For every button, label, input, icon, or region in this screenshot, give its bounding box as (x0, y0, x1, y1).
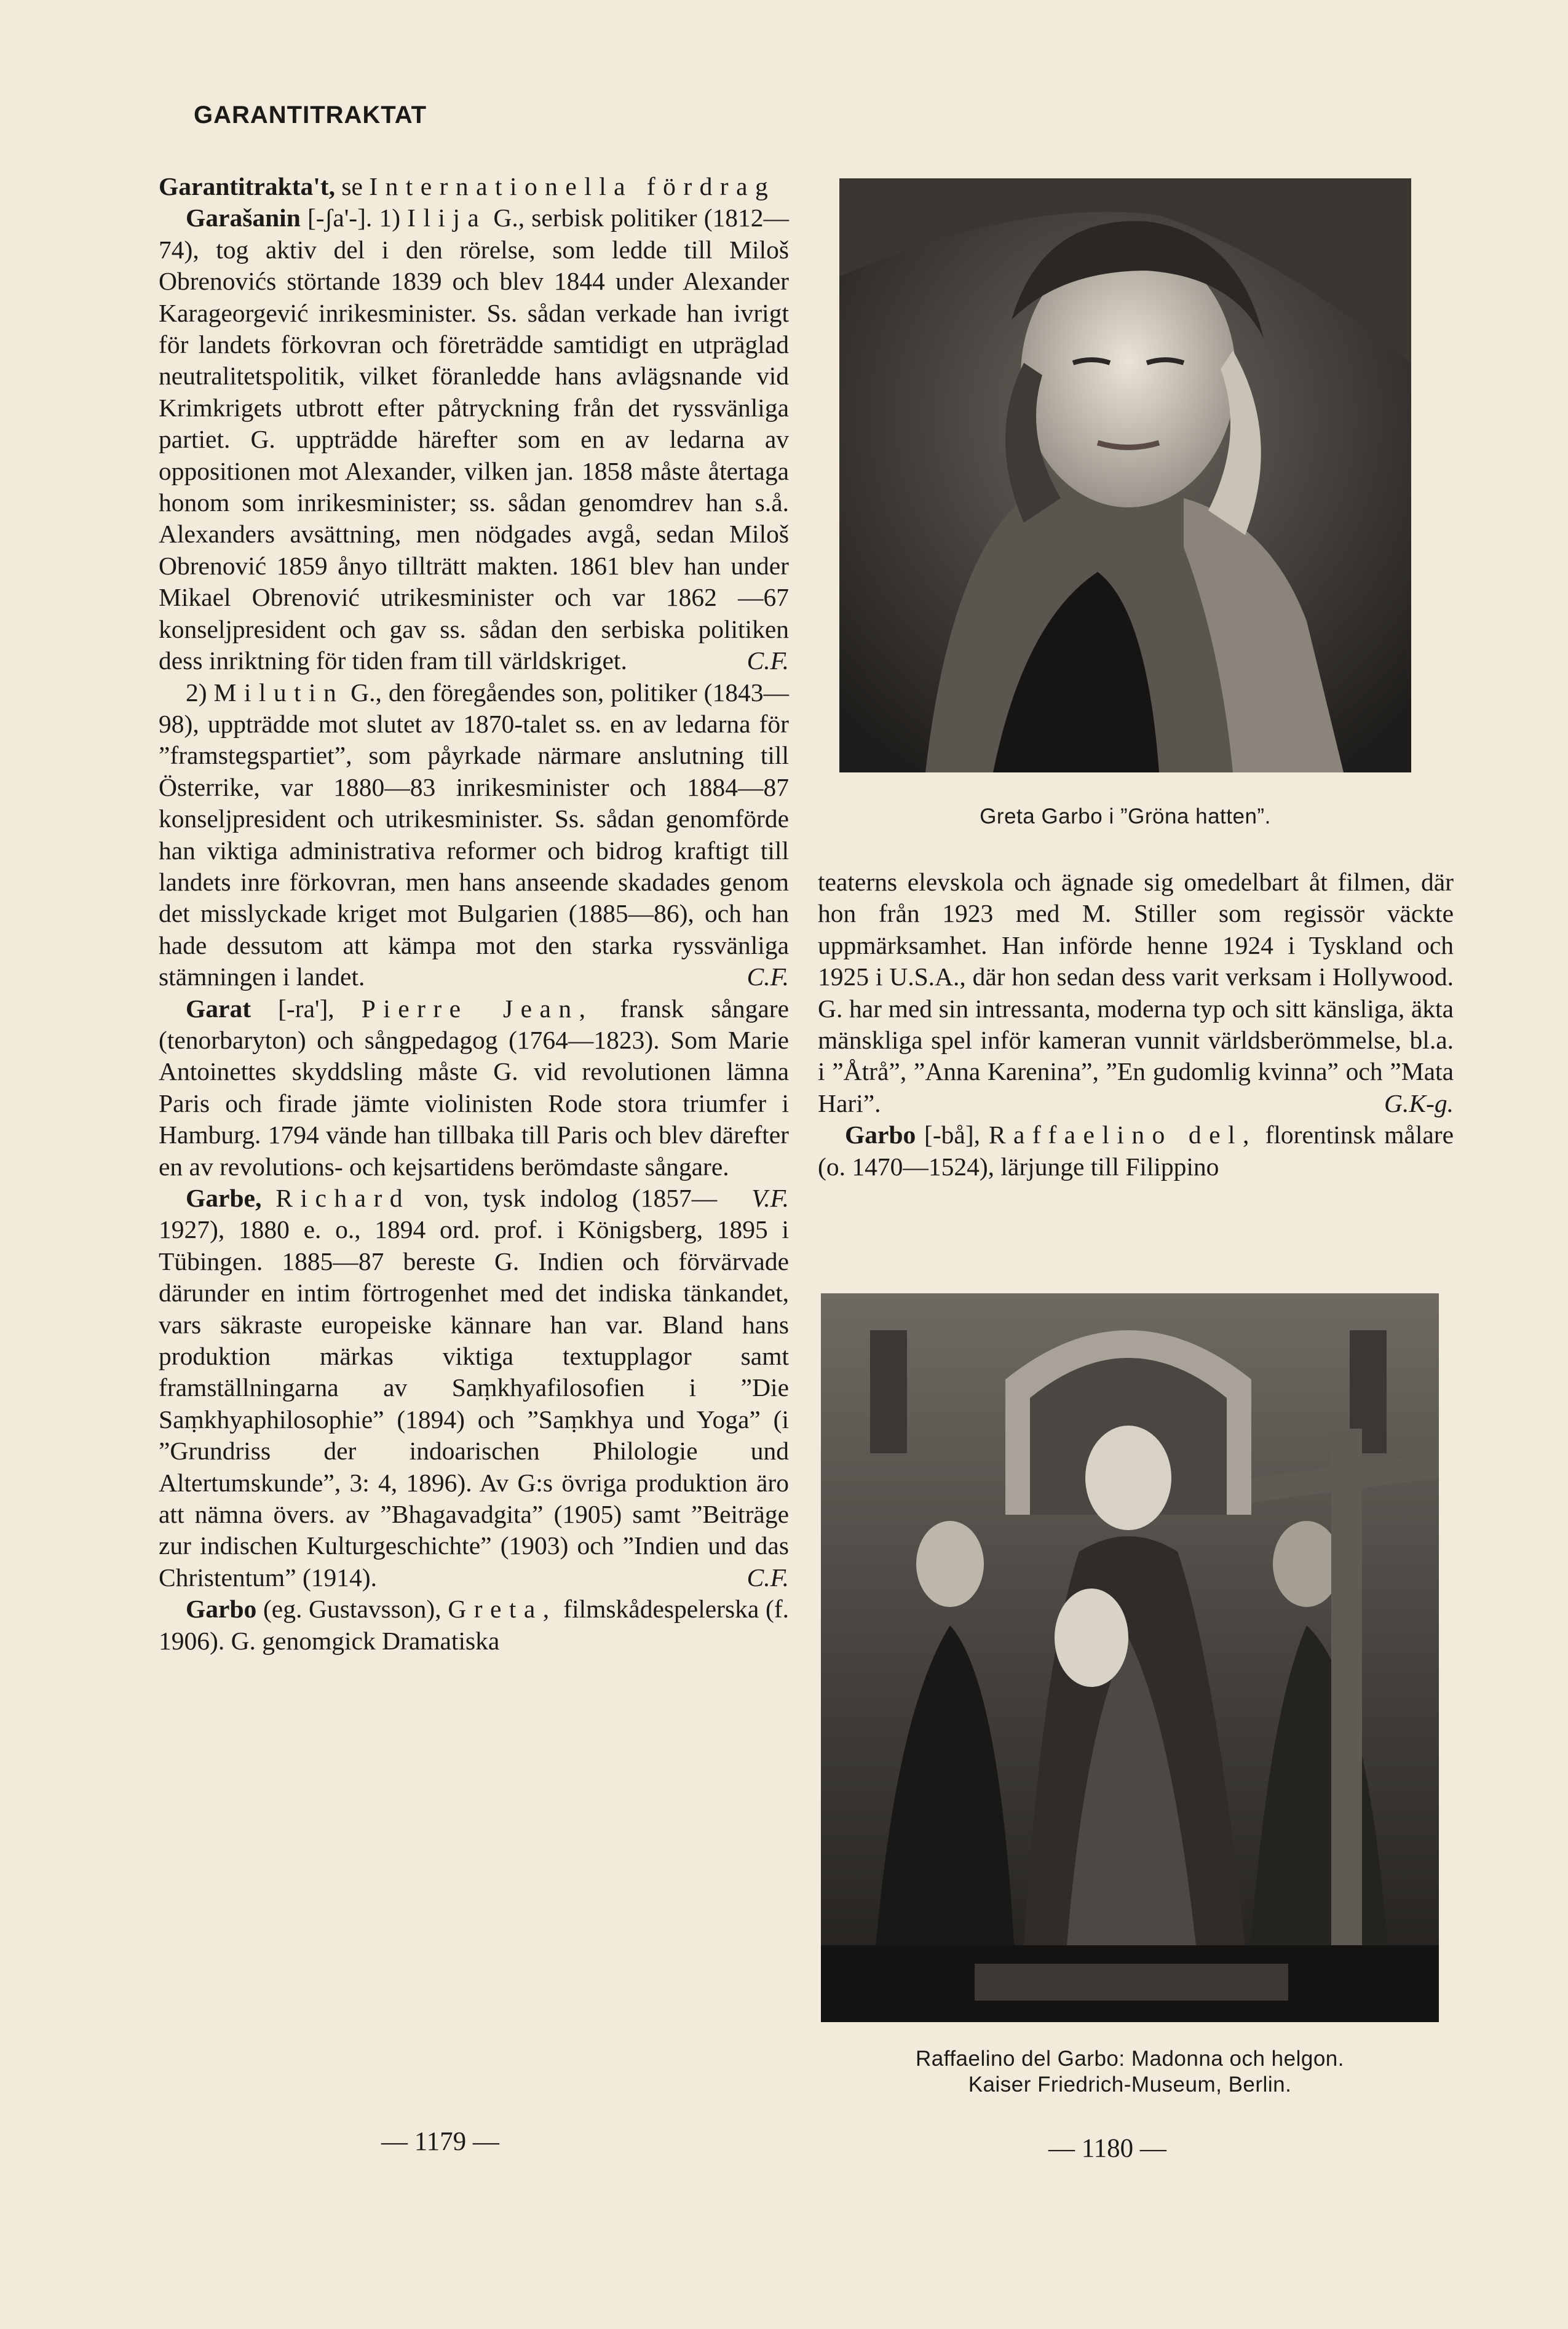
person-name: Raffaelino del, (988, 1121, 1257, 1149)
person-name: Richard (275, 1184, 410, 1212)
painting-illustration (821, 1293, 1439, 2022)
running-header: GARANTITRAKTAT (194, 101, 427, 129)
entry-text: G., serbisk politiker (1812—74), tog aktiv del i den rörelse, som ledde till Miloš Obrenovićs störtande 1839 och blev 1844 under Alexander Karageorgević inrikesminister. Ss. sådan verkade han ivrigt för landets förkovran och företrädde samtidigt en utpräglad neutralitetspolitik, vilket föranledde hans avlägsnande vid Krimkrigets utbrott efter påtryckning från det ryssvänliga partiet. G. uppträdde härefter som en av ledarna av oppositionen mot Alexander, vilken jan. 1858 måste återtaga honom som inrikesminister; ss. sådan genomdrev han s.å. Alexanders avsättning, men nödgades avgå, sedan Miloš Obrenović 1859 ånyo tillträtt makten. 1861 blev han under Mikael Obrenović utrikesminister och var 1862 —67 konseljpresident och gav ss. sådan den serbiska politiken dess inriktning för tiden fram till världskriget. (159, 204, 790, 675)
page-number-left: — 1179 — (381, 2127, 499, 2156)
headword: Garašanin (186, 204, 301, 232)
entry-garbo-raffaelino (818, 1119, 1454, 1183)
person-name: Milutin (213, 678, 344, 707)
figure-caption: Greta Garbo i ”Gröna hatten”. (980, 804, 1271, 828)
person-name: Pierre Jean, (361, 994, 593, 1023)
entry-garbe (159, 1183, 789, 1593)
entry-garantitraktat (159, 171, 789, 202)
entry-text: florentinsk målare (o. 1470—1524), lärjunge till Filippino (818, 1121, 1454, 1181)
entry-text: teaterns elevskola och ägnade sig omedelbart åt filmen, där hon från 1923 med M. Stiller som regissör väckte uppmärksamhet. Han införde henne 1924 i Tyskland och 1925 i U.S.A., där hon sedan dess varit verksam i Hollywood. G. har med sin intressanta, moderna typ och sitt känsliga, äkta mänskliga spel inför kameran vunnit världsberömmelse, bl.a. i ”Åtrå”, ”Anna Karenina”, ”En gudomlig kvinna” och ”Mata Hari”. (818, 868, 1454, 1117)
headword: Garbo (845, 1121, 916, 1149)
pronunciation: [-ra'], (278, 994, 335, 1023)
entry-text: fransk sångare (tenorbaryton) och sångpedagog (1764—1823). Som Marie Antoinettes skyddsling måste G. vid revolutionen lämna Paris och firade jämte violinisten Rode stora triumfer i Hamburg. 1794 vände han tillbaka till Paris och blev därefter en av revolutions- och kejsartidens berömdaste sångare. (159, 994, 790, 1181)
madonna-painting (821, 1293, 1439, 2022)
see-text: se (341, 172, 363, 200)
entry-text: filmskådespelerska (f. 1906). G. genomgick Dramatiska (159, 1595, 790, 1655)
entry-text: G., den föregåendes son, politiker (1843—98), uppträdde mot slutet av 1870-talet ss. en av ledarna för ”framstegspartiet”, som påyrkade närmare anslutning till Österrike, var 1880—83 inrikesminister och 1884—87 konseljpresident och utrikesminister. Ss. sådan genomförde han viktiga administrativa reformer och bidrog kraftigt till landets inre förkovran, men hans anseende skadades genom det misslyckade kriget mot Bulgarien (1885—86), och han hade dessutom att kämpa mot den starka ryssvänliga stämningen i landet. (159, 678, 789, 991)
entry-garasanin (159, 202, 789, 676)
cross-reference: Internationella fördrag (369, 172, 776, 200)
sub-number: 2) (186, 678, 207, 707)
author-signature: G.K-g. (1384, 1089, 1454, 1117)
figure-caption (821, 2046, 1439, 2098)
greta-garbo-photo (839, 178, 1411, 772)
headword: Garantitrakta't, (159, 172, 335, 200)
entry-garbo-greta (159, 1593, 789, 1657)
headword: Garbe, (186, 1184, 262, 1212)
author-signature: C.F. (746, 1563, 789, 1592)
headword: Garat (186, 994, 251, 1023)
figure-caption-line: Raffaelino del Garbo: Madonna och helgon. (915, 2047, 1344, 2071)
headword: Garbo (186, 1595, 257, 1624)
entry-pre: (eg. Gustavsson), (263, 1595, 441, 1624)
portrait-illustration (839, 178, 1411, 772)
person-name: Ilija (407, 204, 487, 232)
pronunciation: [-ʃa'-]. (307, 204, 373, 232)
entry-text: von, tysk indolog (1857—1927), 1880 e. o., 1894 ord. prof. i Königsberg, 1895 i Tübingen. 1885—87 bereste G. Indien och förvärvade därunder en intim förtrogenhet med det indiska tänkandet, vars säkraste europeiske kännare han var. Bland hans produktion märkas viktiga textupplagor samt framställningarna av Saṃkhyafilosofien i ”Die Saṃkhyaphilosophie” (1894) och ”Saṃkhya und Yoga” (i ”Grundriss der indoarischen Philologie und Altertumskunde”, 3: 4, 1896). Av G:s övriga produktion äro att nämna övers. av ”Bhagavadgita” (1905) samt ”Beiträge zur indischen Kulturgeschichte” (1903) och ”Indien und das Christentum” (1914). (159, 1184, 789, 1592)
author-signature: V.F. (751, 1184, 789, 1212)
author-signature: C.F. (746, 962, 789, 991)
pronunciation: [-bå], (924, 1121, 981, 1149)
page-number-right: — 1180 — (1048, 2134, 1166, 2163)
author-signature: C.F. (746, 646, 789, 675)
sub-number: 1) (379, 204, 401, 232)
entry-garbo-greta-cont (818, 867, 1454, 1119)
right-text-column (818, 867, 1454, 1183)
person-name: Greta, (448, 1595, 557, 1624)
figure-caption-line: Kaiser Friedrich-Museum, Berlin. (968, 2073, 1292, 2097)
left-text-column (159, 171, 789, 1657)
entry-garasanin-2 (159, 677, 789, 993)
